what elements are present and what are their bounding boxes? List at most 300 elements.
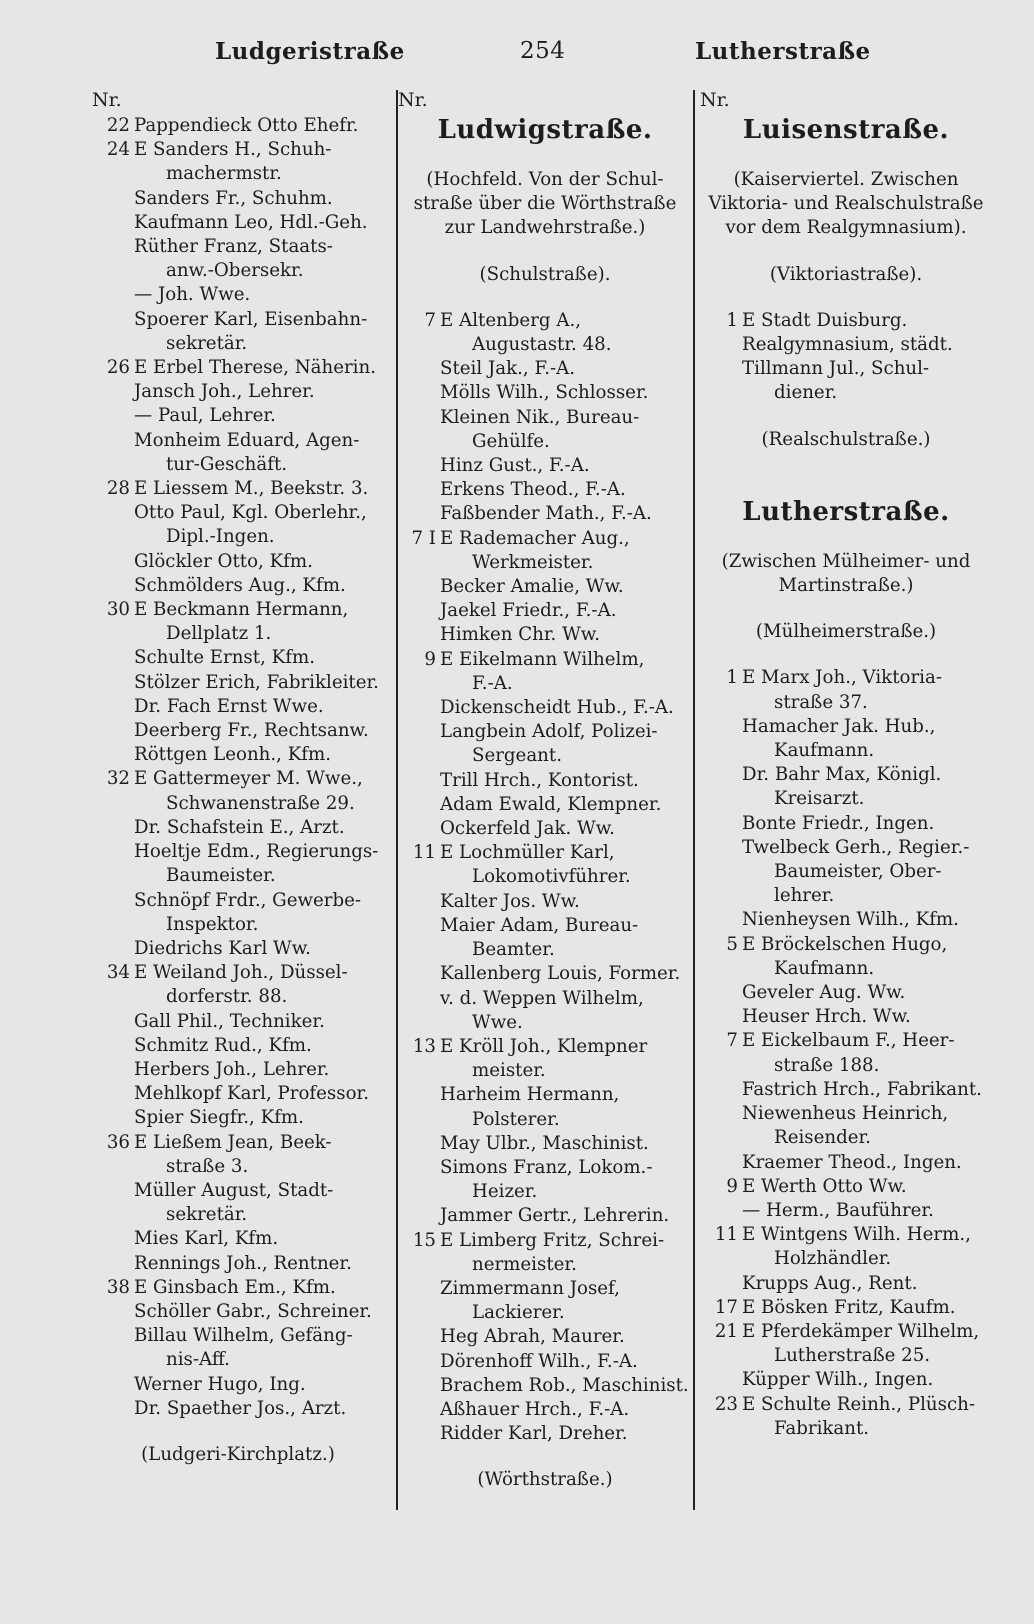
house-number: 30 xyxy=(106,599,130,621)
directory-entry-line xyxy=(398,1350,692,1374)
directory-entry-line xyxy=(398,817,692,841)
entry-text: E Weiland Joh., Düssel- xyxy=(134,962,348,984)
directory-entry-line xyxy=(92,937,384,961)
entry-text: Rennings Joh., Rentner. xyxy=(134,1252,352,1274)
house-number: 7 xyxy=(726,1030,738,1052)
directory-entry-line xyxy=(700,1296,992,1320)
directory-entry-line xyxy=(700,1054,992,1078)
directory-entry-line xyxy=(92,453,384,477)
directory-entry-line xyxy=(398,962,692,986)
directory-entry-line xyxy=(398,744,692,768)
entry-text: E Marx Joh., Viktoria- xyxy=(742,667,942,689)
directory-entry-line xyxy=(92,211,384,235)
directory-entry-line xyxy=(700,1417,992,1441)
entry-text: Kreisarzt. xyxy=(774,788,865,810)
directory-entry-line xyxy=(92,598,384,622)
entry-text: Harheim Hermann, xyxy=(440,1084,620,1106)
entry-text: Otto Paul, Kgl. Oberlehr., xyxy=(134,502,367,524)
entry-text: E Sanders H., Schuh- xyxy=(134,139,332,161)
entry-text: Nienheysen Wilh., Kfm. xyxy=(742,909,959,931)
entry-text: Kraemer Theod., Ingen. xyxy=(742,1151,962,1173)
entry-text: tur-Geschäft. xyxy=(166,453,288,475)
entry-text: Brachem Rob., Maschinist. xyxy=(440,1374,689,1396)
directory-entry-line xyxy=(700,1199,992,1223)
entry-text: E Bröckelschen Hugo, xyxy=(742,933,948,955)
entry-text: Beamter. xyxy=(472,939,555,961)
entry-text: E Ließem Jean, Beek- xyxy=(134,1131,332,1153)
entry-text: Dellplatz 1. xyxy=(166,623,272,645)
entry-text: Tillmann Jul., Schul- xyxy=(742,358,930,380)
directory-entry-line xyxy=(398,648,692,672)
street-title-luisenstrasse: Luisenstraße. xyxy=(742,115,950,145)
directory-entry-line xyxy=(700,1175,992,1199)
directory-entry-line xyxy=(398,793,692,817)
directory-entry-line xyxy=(398,841,692,865)
entry-text: Jaekel Friedr., F.-A. xyxy=(440,600,617,622)
directory-entry-line xyxy=(92,1034,384,1058)
directory-entry-line xyxy=(398,527,692,551)
street-description-line: (Kaiserviertel. Zwischen xyxy=(733,169,959,190)
entry-text: Dr. Spaether Jos., Arzt. xyxy=(134,1397,347,1419)
street-description-line: Martinstraße.) xyxy=(778,575,914,597)
entry-text: Schöller Gabr., Schreiner. xyxy=(134,1300,372,1322)
directory-entry-line xyxy=(92,550,384,574)
column-3-entries-luisenstrasse xyxy=(700,309,992,406)
directory-entry-line xyxy=(92,477,384,501)
house-number: 24 xyxy=(106,139,130,161)
directory-entry-line xyxy=(92,1058,384,1082)
directory-entry-line xyxy=(92,501,384,525)
directory-entry-line xyxy=(700,884,992,908)
directory-entry-line xyxy=(700,957,992,981)
directory-entry-line xyxy=(92,816,384,840)
entry-text: Heg Abrah, Maurer. xyxy=(440,1326,625,1348)
entry-text: F.-A. xyxy=(472,672,513,694)
entry-text: machermstr. xyxy=(166,163,282,185)
house-number: 11 xyxy=(412,842,436,864)
directory-entry-line xyxy=(92,671,384,695)
directory-entry-line xyxy=(700,1126,992,1150)
entry-text: Polsterer. xyxy=(472,1108,560,1130)
directory-entry-line xyxy=(398,769,692,793)
entry-text: sekretär. xyxy=(166,1204,248,1226)
cross-street-woerthstrasse: (Wörthstraße.) xyxy=(477,1469,613,1491)
nr-label: Nr. xyxy=(92,89,122,111)
entry-text: Billau Wilhelm, Gefäng- xyxy=(134,1325,353,1347)
entry-text: Spier Siegfr., Kfm. xyxy=(134,1107,304,1129)
entry-text: straße 188. xyxy=(774,1054,880,1076)
entry-text: Herbers Joh., Lehrer. xyxy=(134,1058,330,1080)
directory-entry-line xyxy=(700,333,992,357)
entry-text: Sergeant. xyxy=(472,745,562,767)
entry-text: May Ulbr., Maschinist. xyxy=(440,1132,649,1154)
directory-entry-line xyxy=(92,646,384,670)
entry-text: Sanders Fr., Schuhm. xyxy=(134,187,333,209)
entry-text: Simons Franz, Lokom.- xyxy=(440,1156,653,1178)
entry-text: Hinz Gust., F.-A. xyxy=(440,455,590,477)
directory-entry-line xyxy=(398,430,692,454)
entry-text: Heuser Hrch. Ww. xyxy=(742,1006,911,1028)
directory-entry-line xyxy=(398,1301,692,1325)
entry-text: Monheim Eduard, Agen- xyxy=(134,429,360,451)
directory-entry-line xyxy=(92,259,384,283)
entry-text: E Beckmann Hermann, xyxy=(134,599,349,621)
house-number: 9 xyxy=(726,1175,738,1197)
entry-text: straße 37. xyxy=(774,691,868,713)
directory-entry-line xyxy=(398,599,692,623)
directory-entry-line xyxy=(92,332,384,356)
directory-entry-line xyxy=(398,1229,692,1253)
entry-text: E Liessem M., Beekstr. 3. xyxy=(134,478,369,500)
directory-entry-line xyxy=(398,1011,692,1035)
directory-entry-line xyxy=(92,695,384,719)
directory-entry-line xyxy=(398,865,692,889)
entry-text: Rüther Franz, Staats- xyxy=(134,236,333,258)
directory-entry-line xyxy=(398,914,692,938)
directory-entry-line xyxy=(700,1247,992,1271)
entry-text: Dr. Fach Ernst Wwe. xyxy=(134,695,324,717)
house-number: 13 xyxy=(412,1035,436,1057)
cross-street-muelheimerstrasse: (Mülheimerstraße.) xyxy=(755,621,937,643)
entry-text: Röttgen Leonh., Kfm. xyxy=(134,744,332,766)
cross-street-realschulstrasse: (Realschulstraße.) xyxy=(761,428,931,450)
directory-entry-line xyxy=(92,743,384,767)
directory-entry-line xyxy=(700,381,992,405)
directory-entry-line xyxy=(398,987,692,1011)
directory-entry-line xyxy=(92,913,384,937)
directory-entry-line xyxy=(398,478,692,502)
house-number: 28 xyxy=(106,478,130,500)
entry-text: Augustastr. 48. xyxy=(472,334,612,356)
entry-text: Ockerfeld Jak. Ww. xyxy=(440,818,615,840)
cross-street-schulstrasse: (Schulstraße). xyxy=(479,263,611,285)
column-2-entries xyxy=(398,309,692,1447)
directory-entry-line xyxy=(398,333,692,357)
page-number: 254 xyxy=(520,38,566,64)
directory-entry-line xyxy=(398,551,692,575)
entry-text: Bonte Friedr., Ingen. xyxy=(742,812,935,834)
entry-text: Kleinen Nik., Bureau- xyxy=(440,406,640,428)
entry-text: Reisender. xyxy=(774,1127,871,1149)
entry-text: Twelbeck Gerh., Regier.- xyxy=(742,836,970,858)
entry-text: — Herm., Bauführer. xyxy=(742,1199,934,1221)
entry-text: Gall Phil., Techniker. xyxy=(134,1010,325,1032)
directory-entry-line xyxy=(398,672,692,696)
entry-text: Ridder Karl, Dreher. xyxy=(440,1423,628,1445)
entry-text: Schmitz Rud., Kfm. xyxy=(134,1034,312,1056)
directory-entry-line xyxy=(700,1393,992,1417)
entry-text: Baumeister, Ober- xyxy=(774,861,942,883)
directory-entry-line xyxy=(92,162,384,186)
house-number: 1 xyxy=(726,667,738,689)
header-right-street: Lutherstraße xyxy=(695,38,871,65)
directory-entry-line xyxy=(92,308,384,332)
entry-text: Werner Hugo, Ing. xyxy=(134,1373,306,1395)
directory-entry-line xyxy=(398,1132,692,1156)
directory-entry-line xyxy=(398,1108,692,1132)
street-title-lutherstrasse: Lutherstraße. xyxy=(742,496,950,527)
entry-text: E Eikelmann Wilhelm, xyxy=(440,648,645,670)
column-1-entries xyxy=(92,114,384,1421)
entry-text: Erkens Theod., F.-A. xyxy=(440,479,626,501)
directory-entry-line xyxy=(700,763,992,787)
directory-entry-line xyxy=(92,187,384,211)
house-number: 17 xyxy=(714,1296,738,1318)
directory-entry-line xyxy=(92,1373,384,1397)
entry-text: Stölzer Erich, Fabrikleiter. xyxy=(134,671,379,693)
directory-entry-line xyxy=(92,792,384,816)
entry-text: v. d. Weppen Wilhelm, xyxy=(440,987,644,1009)
entry-text: Heizer. xyxy=(472,1181,538,1203)
directory-entry-line xyxy=(92,1276,384,1300)
directory-entry-line xyxy=(92,961,384,985)
house-number: 11 xyxy=(714,1224,738,1246)
directory-entry-line xyxy=(92,864,384,888)
directory-entry-line xyxy=(700,1005,992,1029)
directory-entry-line xyxy=(92,1010,384,1034)
entry-text: E Limberg Fritz, Schrei- xyxy=(440,1229,665,1251)
house-number: 22 xyxy=(106,115,130,136)
directory-entry-line xyxy=(92,356,384,380)
directory-entry-line xyxy=(92,889,384,913)
directory-entry-line xyxy=(700,812,992,836)
entry-text: Lokomotivführer. xyxy=(472,866,631,888)
directory-entry-line xyxy=(398,309,692,333)
entry-text: Holzhändler. xyxy=(774,1248,892,1270)
directory-entry-line xyxy=(700,860,992,884)
directory-entry-line xyxy=(700,1151,992,1175)
entry-text: Dr. Schafstein E., Arzt. xyxy=(134,816,345,838)
header-left-street: Ludgeristraße xyxy=(215,38,405,65)
directory-entry-line xyxy=(700,1029,992,1053)
entry-text: E Wintgens Wilh. Herm., xyxy=(742,1224,971,1246)
entry-text: Maier Adam, Bureau- xyxy=(440,914,639,936)
directory-entry-line xyxy=(398,696,692,720)
column-1 xyxy=(92,88,384,1467)
directory-entry-line xyxy=(398,1059,692,1083)
directory-entry-line xyxy=(92,1227,384,1251)
directory-entry-line xyxy=(700,1368,992,1392)
entry-text: Kaufmann Leo, Hdl.-Geh. xyxy=(134,211,368,233)
directory-entry-line xyxy=(92,283,384,307)
directory-entry-line xyxy=(92,1106,384,1130)
column-3-entries-lutherstrasse xyxy=(700,666,992,1441)
entry-text: E Erbel Therese, Näherin. xyxy=(134,357,376,379)
directory-entry-line xyxy=(92,1131,384,1155)
street-description-line: (Hochfeld. Von der Schul- xyxy=(426,169,664,190)
directory-entry-line xyxy=(700,691,992,715)
cross-street-ludgeri-kirchplatz: (Ludgeri-Kirchplatz.) xyxy=(141,1443,335,1465)
entry-text: sekretär. xyxy=(166,332,248,354)
directory-entry-line xyxy=(700,1272,992,1296)
entry-text: Mölls Wilh., Schlosser. xyxy=(440,382,649,404)
entry-text: Jammer Gertr., Lehrerin. xyxy=(440,1205,670,1227)
directory-entry-line xyxy=(398,454,692,478)
entry-text: Diedrichs Karl Ww. xyxy=(134,937,311,959)
directory-entry-line xyxy=(700,1078,992,1102)
entry-text: Schulte Ernst, Kfm. xyxy=(134,647,315,669)
directory-entry-line xyxy=(92,1348,384,1372)
entry-text: Gehülfe. xyxy=(472,430,550,452)
directory-entry-line xyxy=(92,404,384,428)
directory-entry-line xyxy=(92,622,384,646)
directory-entry-line xyxy=(92,1203,384,1227)
street-description-line: straße über die Wörthstraße xyxy=(413,193,677,215)
entry-text: Wwe. xyxy=(472,1011,523,1033)
entry-text: Kaufmann. xyxy=(774,740,875,762)
entry-text: E Altenberg A., xyxy=(440,309,582,331)
directory-entry-line xyxy=(398,1253,692,1277)
directory-entry-line xyxy=(92,1300,384,1324)
house-number: 1 xyxy=(726,309,738,331)
entry-text: Niewenheus Heinrich, xyxy=(742,1103,949,1125)
nr-label: Nr. xyxy=(700,89,730,111)
directory-entry-line xyxy=(398,1277,692,1301)
directory-entry-line xyxy=(92,767,384,791)
column-rule-2 xyxy=(693,90,695,1510)
entry-text: E Schulte Reinh., Plüsch- xyxy=(742,1393,975,1415)
entry-text: Küpper Wilh., Ingen. xyxy=(742,1369,934,1391)
entry-text: straße 3. xyxy=(166,1155,249,1177)
entry-text: nis-Aff. xyxy=(166,1349,230,1371)
entry-text: E Lochmüller Karl, xyxy=(440,842,615,864)
street-description-line: (Zwischen Mülheimer- und xyxy=(721,550,971,572)
entry-text: Jansch Joh., Lehrer. xyxy=(134,381,315,403)
directory-entry-line xyxy=(92,235,384,259)
entry-text: Spoerer Karl, Eisenbahn- xyxy=(134,308,368,330)
street-title-ludwigstrasse: Ludwigstraße. xyxy=(437,115,653,145)
directory-entry-line xyxy=(700,787,992,811)
entry-text: Himken Chr. Ww. xyxy=(440,624,600,646)
entry-text: E Pferdekämper Wilhelm, xyxy=(742,1320,980,1342)
entry-text: Fabrikant. xyxy=(774,1417,870,1439)
entry-text: Dipl.-Ingen. xyxy=(166,526,275,548)
entry-text: E Bösken Fritz, Kaufm. xyxy=(742,1296,956,1318)
entry-text: E Ginsbach Em., Kfm. xyxy=(134,1276,336,1298)
house-number: 26 xyxy=(106,357,130,379)
directory-entry-line xyxy=(398,381,692,405)
directory-entry-line xyxy=(398,1325,692,1349)
entry-text: E Gattermeyer M. Wwe., xyxy=(134,768,363,790)
directory-entry-line xyxy=(92,1179,384,1203)
directory-entry-line xyxy=(700,1102,992,1126)
entry-text: dorferstr. 88. xyxy=(166,986,288,1008)
directory-entry-line xyxy=(92,114,384,138)
entry-text: Kalter Jos. Ww. xyxy=(440,890,580,912)
entry-text: — Joh. Wwe. xyxy=(134,284,251,306)
entry-text: E Kröll Joh., Klempner xyxy=(440,1035,648,1057)
entry-text: lehrer. xyxy=(774,885,835,907)
directory-entry-line xyxy=(92,1252,384,1276)
directory-entry-line xyxy=(92,719,384,743)
directory-entry-line xyxy=(92,1082,384,1106)
directory-entry-line xyxy=(92,1324,384,1348)
directory-entry-line xyxy=(398,1204,692,1228)
directory-entry-line xyxy=(700,1320,992,1344)
directory-entry-line xyxy=(398,1035,692,1059)
cross-street-viktoriastrasse: (Viktoriastraße). xyxy=(769,263,923,285)
directory-entry-line xyxy=(398,357,692,381)
entry-text: Langbein Adolf, Polizei- xyxy=(440,721,658,743)
entry-text: Mies Karl, Kfm. xyxy=(134,1228,279,1250)
entry-text: nermeister. xyxy=(472,1253,577,1275)
entry-text: anw.-Obersekr. xyxy=(166,260,304,282)
directory-entry-line xyxy=(92,525,384,549)
house-number: 34 xyxy=(106,962,130,984)
directory-entry-line xyxy=(92,429,384,453)
entry-text: Werkmeister. xyxy=(472,551,594,573)
house-number: 7 I xyxy=(411,527,436,549)
entry-text: Schmölders Aug., Kfm. xyxy=(134,574,346,596)
directory-entry-line xyxy=(700,1344,992,1368)
directory-entry-line xyxy=(700,933,992,957)
directory-entry-line xyxy=(398,623,692,647)
directory-entry-line xyxy=(92,1155,384,1179)
house-number: 15 xyxy=(412,1229,436,1251)
directory-entry-line xyxy=(398,720,692,744)
directory-entry-line xyxy=(700,715,992,739)
directory-entry-line xyxy=(700,981,992,1005)
entry-text: diener. xyxy=(774,382,838,404)
entry-text: Zimmermann Josef, xyxy=(440,1277,620,1299)
directory-entry-line xyxy=(398,1374,692,1398)
directory-entry-line xyxy=(398,1422,692,1446)
house-number: 9 xyxy=(424,648,436,670)
entry-text: Dr. Bahr Max, Königl. xyxy=(742,764,942,786)
column-2 xyxy=(398,88,692,1493)
directory-entry-line xyxy=(398,1398,692,1422)
entry-text: E Eickelbaum F., Heer- xyxy=(742,1030,955,1052)
entry-text: Adam Ewald, Klempner. xyxy=(440,793,662,815)
entry-text: Becker Amalie, Ww. xyxy=(440,576,624,598)
entry-text: Fastrich Hrch., Fabrikant. xyxy=(742,1078,982,1100)
directory-entry-line xyxy=(398,1180,692,1204)
entry-text: Kallenberg Louis, Former. xyxy=(440,963,681,985)
entry-text: Realgymnasium, städt. xyxy=(742,334,953,356)
street-description-line: Viktoria- und Realschulstraße xyxy=(708,193,984,215)
entry-text: E Rademacher Aug., xyxy=(440,527,630,549)
entry-text: meister. xyxy=(472,1060,546,1082)
entry-text: Kaufmann. xyxy=(774,957,875,979)
house-number: 23 xyxy=(714,1393,738,1415)
entry-text: Lutherstraße 25. xyxy=(774,1345,931,1367)
directory-entry-line xyxy=(92,380,384,404)
entry-text: Trill Hrch., Kontorist. xyxy=(440,769,639,791)
nr-label: Nr. xyxy=(398,89,428,111)
directory-entry-line xyxy=(700,739,992,763)
entry-text: Mehlkopf Karl, Professor. xyxy=(134,1083,370,1105)
entry-text: Hoeltje Edm., Regierungs- xyxy=(134,841,379,863)
column-3 xyxy=(700,88,992,1441)
directory-entry-line xyxy=(398,890,692,914)
entry-text: Dickenscheidt Hub., F.-A. xyxy=(440,697,674,719)
entry-text: Dörenhoff Wilh., F.-A. xyxy=(440,1350,638,1372)
entry-text: E Stadt Duisburg. xyxy=(742,309,908,331)
entry-text: Krupps Aug., Rent. xyxy=(742,1272,918,1294)
directory-entry-line xyxy=(700,309,992,333)
entry-text: Müller August, Stadt- xyxy=(134,1179,334,1201)
entry-text: Geveler Aug. Ww. xyxy=(742,982,906,1004)
house-number: 38 xyxy=(106,1276,130,1298)
entry-text: Aßhauer Hrch., F.-A. xyxy=(440,1398,630,1420)
street-description-line: zur Landwehrstraße.) xyxy=(444,217,646,239)
directory-entry-line xyxy=(398,1083,692,1107)
entry-text: — Paul, Lehrer. xyxy=(134,405,276,427)
directory-entry-line xyxy=(92,574,384,598)
house-number: 32 xyxy=(106,768,130,790)
entry-text: Glöckler Otto, Kfm. xyxy=(134,550,313,572)
entry-text: Schwanenstraße 29. xyxy=(166,792,355,814)
